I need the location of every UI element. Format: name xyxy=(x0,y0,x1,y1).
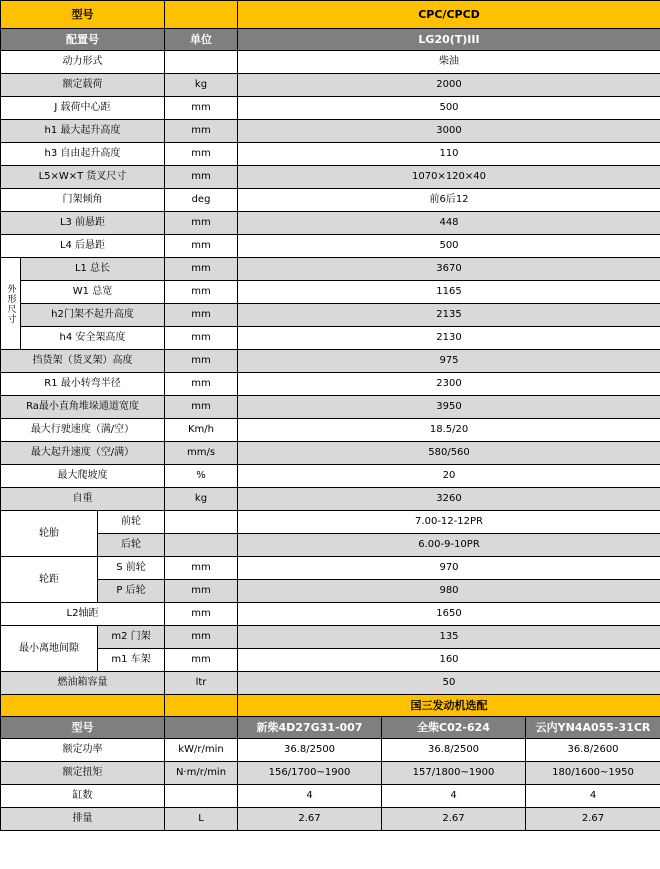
spec-unit: mm xyxy=(165,166,238,189)
spec-label: h4 安全架高度 xyxy=(21,327,165,350)
config-label: 配置号 xyxy=(1,29,165,51)
spec-unit: kg xyxy=(165,74,238,97)
spec-row xyxy=(1,212,660,235)
spec-row xyxy=(1,235,660,258)
engine-row xyxy=(1,762,660,785)
spec-value: 448 xyxy=(238,212,660,235)
engine-blank-unit xyxy=(165,695,238,717)
spec-label: m1 车架 xyxy=(98,649,165,672)
engine-name: 云内YN4A055-31CR xyxy=(526,717,660,739)
spec-row xyxy=(1,534,660,557)
spec-label: S 前轮 xyxy=(98,557,165,580)
spec-label: 额定扭矩 xyxy=(1,762,165,785)
spec-unit: mm xyxy=(165,97,238,120)
spec-value: 6.00-9-10PR xyxy=(238,534,660,557)
spec-value: 2000 xyxy=(238,74,660,97)
engine-value: 2.67 xyxy=(526,808,660,831)
engine-name: 新柴4D27G31-007 xyxy=(238,717,382,739)
engine-value: 156/1700~1900 xyxy=(238,762,382,785)
spec-row xyxy=(1,649,660,672)
engine-value: 4 xyxy=(238,785,382,808)
spec-value: 1650 xyxy=(238,603,660,626)
spec-label: 门架倾角 xyxy=(1,189,165,212)
spec-unit: mm xyxy=(165,235,238,258)
spec-value: 1165 xyxy=(238,281,660,304)
engine-value: 36.8/2500 xyxy=(382,739,526,762)
engine-model-label: 型号 xyxy=(1,717,165,739)
spec-label: 自重 xyxy=(1,488,165,511)
spec-value: 50 xyxy=(238,672,660,695)
spec-label: 缸数 xyxy=(1,785,165,808)
spec-value: 975 xyxy=(238,350,660,373)
spec-value: 580/560 xyxy=(238,442,660,465)
spec-unit xyxy=(165,51,238,74)
spec-unit: deg xyxy=(165,189,238,212)
spec-row xyxy=(1,258,660,281)
spec-value: 500 xyxy=(238,235,660,258)
spec-unit: mm xyxy=(165,350,238,373)
spec-row xyxy=(1,488,660,511)
model-label: 型号 xyxy=(1,1,165,29)
spec-unit: mm xyxy=(165,304,238,327)
spec-value: 3950 xyxy=(238,396,660,419)
unit-label: 单位 xyxy=(165,29,238,51)
spec-row xyxy=(1,672,660,695)
spec-label: 燃油箱容量 xyxy=(1,672,165,695)
spec-label: 前轮 xyxy=(98,511,165,534)
spec-unit: mm xyxy=(165,649,238,672)
spec-unit: mm xyxy=(165,120,238,143)
spec-label: 挡货架（货叉架）高度 xyxy=(1,350,165,373)
spec-label: 额定载荷 xyxy=(1,74,165,97)
spec-label: h3 自由起升高度 xyxy=(1,143,165,166)
engine-value: 36.8/2500 xyxy=(238,739,382,762)
spec-unit: mm xyxy=(165,327,238,350)
spec-value: 18.5/20 xyxy=(238,419,660,442)
spec-row xyxy=(1,603,660,626)
spec-label: 额定功率 xyxy=(1,739,165,762)
spec-unit: N·m/r/min xyxy=(165,762,238,785)
spec-unit: mm xyxy=(165,281,238,304)
engine-name: 全柴C02-624 xyxy=(382,717,526,739)
spec-row xyxy=(1,166,660,189)
outer-group-label: 外形尺寸 xyxy=(1,258,21,350)
spec-unit: kW/r/min xyxy=(165,739,238,762)
spec-unit: mm xyxy=(165,373,238,396)
spec-row xyxy=(1,120,660,143)
spec-unit: mm xyxy=(165,258,238,281)
spec-label: m2 门架 xyxy=(98,626,165,649)
spec-label: R1 最小转弯半径 xyxy=(1,373,165,396)
spec-unit xyxy=(165,511,238,534)
spec-unit: mm xyxy=(165,212,238,235)
engine-value: 2.67 xyxy=(382,808,526,831)
spec-row xyxy=(1,626,660,649)
model-value: CPC/CPCD xyxy=(238,1,660,29)
spec-row xyxy=(1,580,660,603)
spec-label: 最大爬坡度 xyxy=(1,465,165,488)
spec-row xyxy=(1,51,660,74)
spec-value: 3670 xyxy=(238,258,660,281)
spec-label: 排量 xyxy=(1,808,165,831)
spec-row xyxy=(1,304,660,327)
spec-value: 135 xyxy=(238,626,660,649)
spec-label: L4 后悬距 xyxy=(1,235,165,258)
spec-label: 动力形式 xyxy=(1,51,165,74)
spec-row xyxy=(1,189,660,212)
spec-row xyxy=(1,373,660,396)
spec-label: Ra最小直角堆垛通道宽度 xyxy=(1,396,165,419)
spec-unit: mm xyxy=(165,626,238,649)
spec-unit: mm xyxy=(165,143,238,166)
spec-label: h1 最大起升高度 xyxy=(1,120,165,143)
spec-label: L3 前悬距 xyxy=(1,212,165,235)
engine-row xyxy=(1,808,660,831)
spec-row xyxy=(1,396,660,419)
engine-value: 180/1600~1950 xyxy=(526,762,660,785)
spec-label: P 后轮 xyxy=(98,580,165,603)
spec-value: 前6后12 xyxy=(238,189,660,212)
engine-value: 4 xyxy=(382,785,526,808)
spec-value: 160 xyxy=(238,649,660,672)
spec-unit xyxy=(165,534,238,557)
spec-label: W1 总宽 xyxy=(21,281,165,304)
model-blank xyxy=(165,1,238,29)
spec-unit: L xyxy=(165,808,238,831)
spec-label: 最大行驶速度（满/空） xyxy=(1,419,165,442)
engine-row xyxy=(1,739,660,762)
spec-value: 500 xyxy=(238,97,660,120)
spec-unit: kg xyxy=(165,488,238,511)
spec-value: 20 xyxy=(238,465,660,488)
spec-label: h2门架不起升高度 xyxy=(21,304,165,327)
spec-unit xyxy=(165,785,238,808)
spec-label: L2轴距 xyxy=(1,603,165,626)
engine-blank-left xyxy=(1,695,165,717)
spec-value: 980 xyxy=(238,580,660,603)
spec-row xyxy=(1,74,660,97)
spec-value: 1070×120×40 xyxy=(238,166,660,189)
engine-section-title: 国三发动机选配 xyxy=(238,695,660,717)
spec-unit: Km/h xyxy=(165,419,238,442)
spec-value: 2300 xyxy=(238,373,660,396)
spec-label: L1 总长 xyxy=(21,258,165,281)
spec-value: 2135 xyxy=(238,304,660,327)
spec-row xyxy=(1,143,660,166)
spec-unit: % xyxy=(165,465,238,488)
engine-value: 36.8/2600 xyxy=(526,739,660,762)
engine-value: 157/1800~1900 xyxy=(382,762,526,785)
spec-unit: mm/s xyxy=(165,442,238,465)
spec-row xyxy=(1,442,660,465)
spec-value: 2130 xyxy=(238,327,660,350)
spec-row xyxy=(1,327,660,350)
engine-value: 4 xyxy=(526,785,660,808)
spec-row xyxy=(1,281,660,304)
engine-unit-blank xyxy=(165,717,238,739)
spec-value: 110 xyxy=(238,143,660,166)
spec-label: 后轮 xyxy=(98,534,165,557)
track-group-label: 轮距 xyxy=(1,557,98,603)
spec-label: 最大起升速度（空/满） xyxy=(1,442,165,465)
spec-label: L5×W×T 货叉尺寸 xyxy=(1,166,165,189)
spec-row xyxy=(1,419,660,442)
spec-row xyxy=(1,557,660,580)
spec-label: J 载荷中心距 xyxy=(1,97,165,120)
spec-value: 970 xyxy=(238,557,660,580)
spec-row xyxy=(1,97,660,120)
spec-value: 柴油 xyxy=(238,51,660,74)
spec-value: 3260 xyxy=(238,488,660,511)
spec-row xyxy=(1,511,660,534)
spec-unit: ltr xyxy=(165,672,238,695)
spec-unit: mm xyxy=(165,603,238,626)
spec-unit: mm xyxy=(165,396,238,419)
spec-value: 3000 xyxy=(238,120,660,143)
spec-unit: mm xyxy=(165,557,238,580)
spec-unit: mm xyxy=(165,580,238,603)
engine-row xyxy=(1,785,660,808)
engine-value: 2.67 xyxy=(238,808,382,831)
spec-value: 7.00-12-12PR xyxy=(238,511,660,534)
spec-row xyxy=(1,465,660,488)
clearance-group-label: 最小离地间隙 xyxy=(1,626,98,672)
tires-group-label: 轮胎 xyxy=(1,511,98,557)
spec-row xyxy=(1,350,660,373)
config-value: LG20(T)III xyxy=(238,29,660,51)
